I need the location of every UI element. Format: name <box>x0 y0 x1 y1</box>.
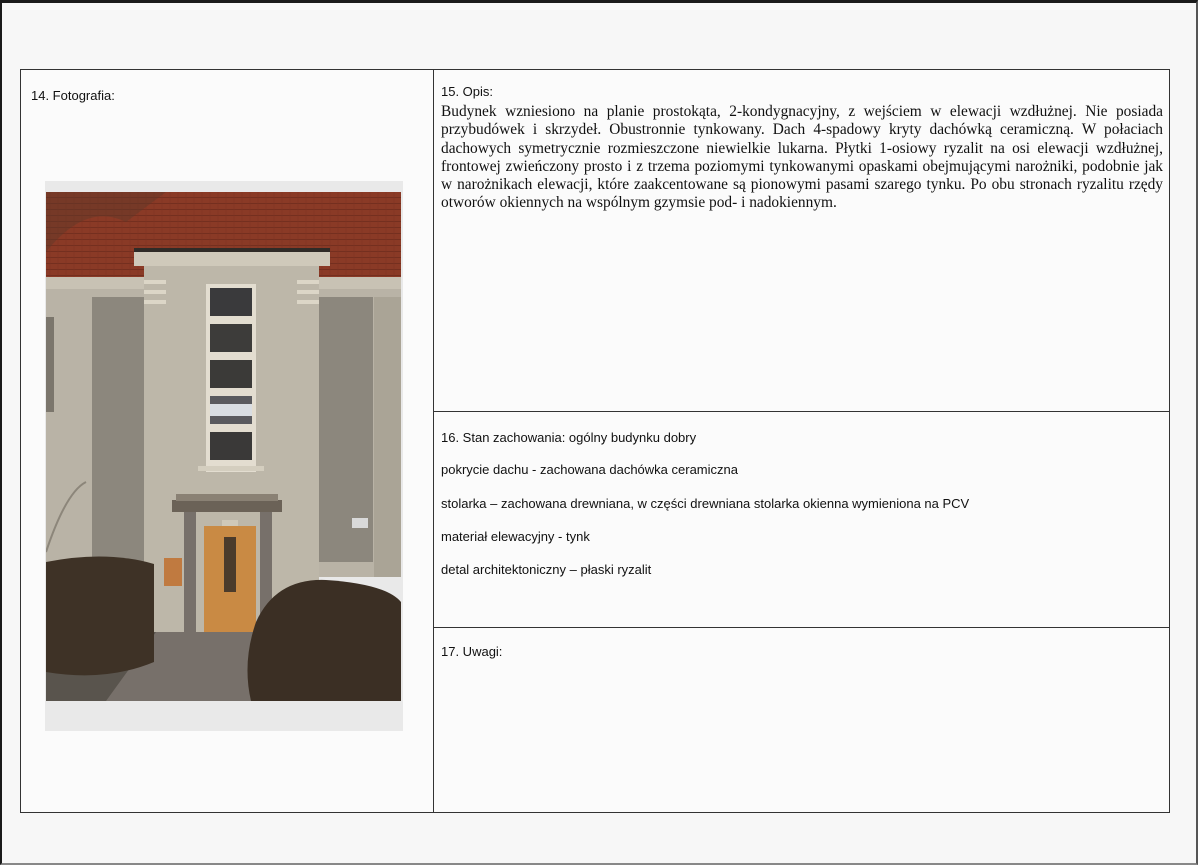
condition-item-architectural-detail: detal architektoniczny – płaski ryzalit <box>441 562 652 577</box>
photo-frame <box>45 181 403 731</box>
condition-item-facade-material: materiał elewacyjny - tynk <box>441 529 590 544</box>
condition-item-roof: pokrycie dachu - zachowana dachówka ceramiczna <box>441 462 738 477</box>
condition-section-label: 16. Stan zachowania: ogólny budynku dobry <box>441 430 697 445</box>
description-cell <box>434 70 1169 412</box>
building-photo <box>46 192 401 701</box>
description-text: Budynek wzniesiono na planie prostokąta, 2-kondygnacyjny, z wejściem w elewacji wzdłużnej. Nie posiada przybudówek i skrzydeł. Obustronnie tynkowany. Dach 4-spadowy kryty dachówką ceramiczną. W połaciach dachowych symetrycznie rozmieszczone niewielkie lukarna. Płytki 1-osiowy ryzalit na osi elewacji wzdłużnej, frontowej zwieńczony prosto i z trzema poziomymi tynkowanymi opaskami obejmującymi narożniki, podobnie jak w narożnikach elewacji, które zaakcentowane są pionowymi pasami szarego tynku. Po obu stronach ryzalitu rzędy otworów okiennych na wspólnym gzymsie pod- i nadokiennym. <box>441 103 1163 212</box>
photo-section-label: 14. Fotografia: <box>31 88 115 103</box>
photo-cell <box>21 70 434 812</box>
condition-cell <box>434 412 1169 628</box>
record-card-form <box>20 69 1170 813</box>
condition-item-joinery: stolarka – zachowana drewniana, w części drewniana stolarka okienna wymieniona na PCV <box>441 496 970 511</box>
remarks-cell <box>434 628 1169 812</box>
description-section-label: 15. Opis: <box>441 84 494 99</box>
remarks-section-label: 17. Uwagi: <box>441 644 503 659</box>
